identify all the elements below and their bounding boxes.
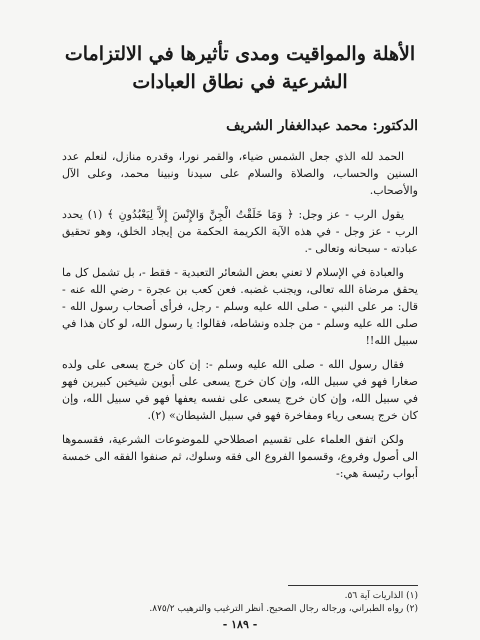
page-number: - ١٨٩ - bbox=[222, 618, 258, 631]
footnote-2: (٢) رواه الطبراني، ورجاله رجال الصحيح. أنظر الترغيب والترهيب ٨٧٥/٢. bbox=[149, 604, 418, 614]
author-name: الدكتور: محمد عبدالغفار الشريف bbox=[226, 118, 418, 134]
paragraph-5: ولكن اتفق العلماء على تقسيم اصطلاحي للموضوعات الشرعية، فقسموها الى أصول وفروع، وقسموا الفروع الى فقه وسلوك، ثم صنفوا الفقه الى خمسة أبواب رئيسة هي:- bbox=[62, 433, 418, 480]
footnote-divider bbox=[288, 585, 418, 586]
paragraph-4: فقال رسول الله - صلى الله عليه وسلم -: إن كان خرج يسعى على ولده صغارا فهو في سبيل الله، وإن كان خرج يسعى على أبوين شيخين كبيرين فهو في سبيل الله، وإن كان خرج يسعى على نفسه يعفها فهو في سبيل الله، وإن كان خرج يسعى رياء ومفاخرة فهو في سبيل الشيطان» (٢). bbox=[62, 358, 418, 422]
article-body bbox=[62, 148, 418, 489]
footnotes bbox=[62, 590, 418, 616]
footnote-1: (١) الذاريات آية ٥٦. bbox=[344, 591, 418, 601]
article-title bbox=[60, 40, 420, 96]
paragraph-3: والعبادة في الإسلام لا تعني بعض الشعائر التعبدية - فقط -، بل تشمل كل ما يحقق مرضاة الله تعالى، ويجنب غضبه. فعن كعب بن عجرة - رضي الله عنه - قال: مر على النبي - صلى الله عليه وسلم - رجل، فرأى أصحاب رسول الله - صلى الله عليه وسلم - من جلده ونشاطه، فقالوا: يا رسول الله، لو كان هذا في سبيل الله!! bbox=[62, 266, 418, 347]
title-line-1: الأهلة والمواقيت ومدى تأثيرها في الالتزامات bbox=[64, 43, 416, 65]
paragraph-1: الحمد لله الذي جعل الشمس ضياء، والقمر نورا، وقدره منازل، لنعلم عدد السنين والحساب، والصلاة والسلام على سيدنا ونبينا محمد، وعلى الآل والأصحاب. bbox=[62, 150, 418, 197]
title-line-2: الشرعية في نطاق العبادات bbox=[132, 71, 348, 93]
paragraph-2: يقول الرب - عز وجل: ﴿ وَمَا خَلَقْتُ الْجِنَّ وَالإِنْسَ إِلاَّ لِيَعْبُدُونِ ﴾ (١) يحدد الرب - عز وجل - في هذه الآية الكريمة الحكمة من إيجاد الخلق، وهو تحقيق عبادته - سبحانه وتعالى -. bbox=[62, 208, 418, 255]
